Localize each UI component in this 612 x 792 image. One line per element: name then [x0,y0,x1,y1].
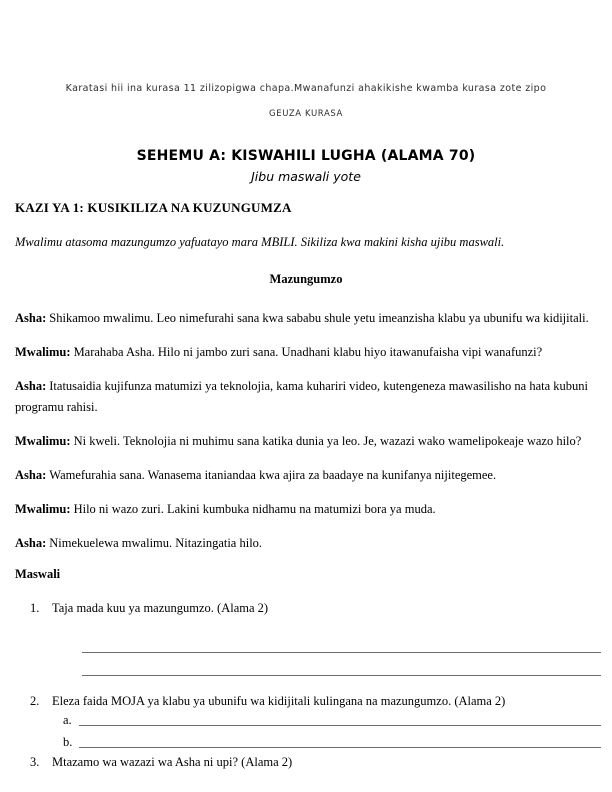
sub-answer-a [63,710,601,728]
task-instruction: Mwalimu atasoma mazungumzo yafuatayo mara MBILI. Sikiliza kwa makini kisha ujibu maswali. [15,235,505,249]
section-title: SEHEMU A: KISWAHILI LUGHA (ALAMA 70) [136,148,476,164]
question-3 [15,754,597,771]
answer-line [79,747,601,748]
speaker-name: Mwalimu: [15,502,71,516]
speaker-text: Marahaba Asha. Hilo ni jambo zuri sana. Unadhani klabu hiyo itawanufaisha vipi wanafunzi? [73,345,543,359]
speaker-text: Ni kweli. Teknolojia ni muhimu sana katika dunia ya leo. Je, wazazi wako wamelipokeaje wazo hilo? [73,434,582,448]
questions-heading: Maswali [15,567,61,581]
question-text: Mtazamo wa wazazi wa Asha ni upi? (Alama 2) [52,755,293,769]
answer-line [82,652,601,653]
dialogue-turn [15,342,597,363]
question-number: 1. [30,601,40,615]
speaker-text: Shikamoo mwalimu. Leo nimefurahi sana kwa sababu shule yetu imeanzisha klabu ya ubunifu wa kidijitali. [49,311,589,325]
speaker-name: Asha: [15,311,47,325]
turn-page-note: GEUZA KURASA [269,109,343,119]
dialogue-turn [15,431,597,452]
speaker-text: Itatusaidia kujifunza matumizi ya teknolojia, kama kuhariri video, kutengeneza mawasilisho na hata kubuni programu rahisi. [15,379,588,414]
speaker-name: Mwalimu: [15,434,71,448]
dialogue-title: Mazungumzo [269,272,343,286]
task-heading: KAZI YA 1: KUSIKILIZA NA KUZUNGUMZA [15,200,292,215]
speaker-text: Wamefurahia sana. Wanasema itaniandaa kwa ajira za baadaye na kunifanya nijitegemee. [49,468,497,482]
question-1 [15,600,597,617]
page-count-note: Karatasi hii ina kurasa 11 zilizopigwa chapa.Mwanafunzi ahakikishe kwamba kurasa zote zipo [65,83,547,94]
dialogue [15,308,597,554]
speaker-name: Asha: [15,468,47,482]
question-text: Eleza faida MOJA ya klabu ya ubunifu wa kidijitali kulingana na mazungumzo. (Alama 2) [52,694,506,708]
question-number: 2. [30,694,40,708]
question-text: Taja mada kuu ya mazungumzo. (Alama 2) [52,601,269,615]
speaker-name: Mwalimu: [15,345,71,359]
sub-answer-b [63,732,601,750]
sub-answer-label: a. [63,713,72,727]
answer-line [82,675,601,676]
sub-answer-label: b. [63,735,73,749]
dialogue-turn [15,376,597,418]
question-2 [15,693,597,710]
speaker-name: Asha: [15,536,47,550]
section-subtitle: Jibu maswali yote [251,169,361,184]
dialogue-turn [15,465,597,486]
question-number: 3. [30,755,40,769]
speaker-name: Asha: [15,379,47,393]
dialogue-turn [15,499,597,520]
dialogue-turn [15,308,597,329]
answer-line [79,725,601,726]
speaker-text: Hilo ni wazo zuri. Lakini kumbuka nidhamu na matumizi bora ya muda. [73,502,436,516]
dialogue-turn [15,533,597,554]
speaker-text: Nimekuelewa mwalimu. Nitazingatia hilo. [49,536,263,550]
